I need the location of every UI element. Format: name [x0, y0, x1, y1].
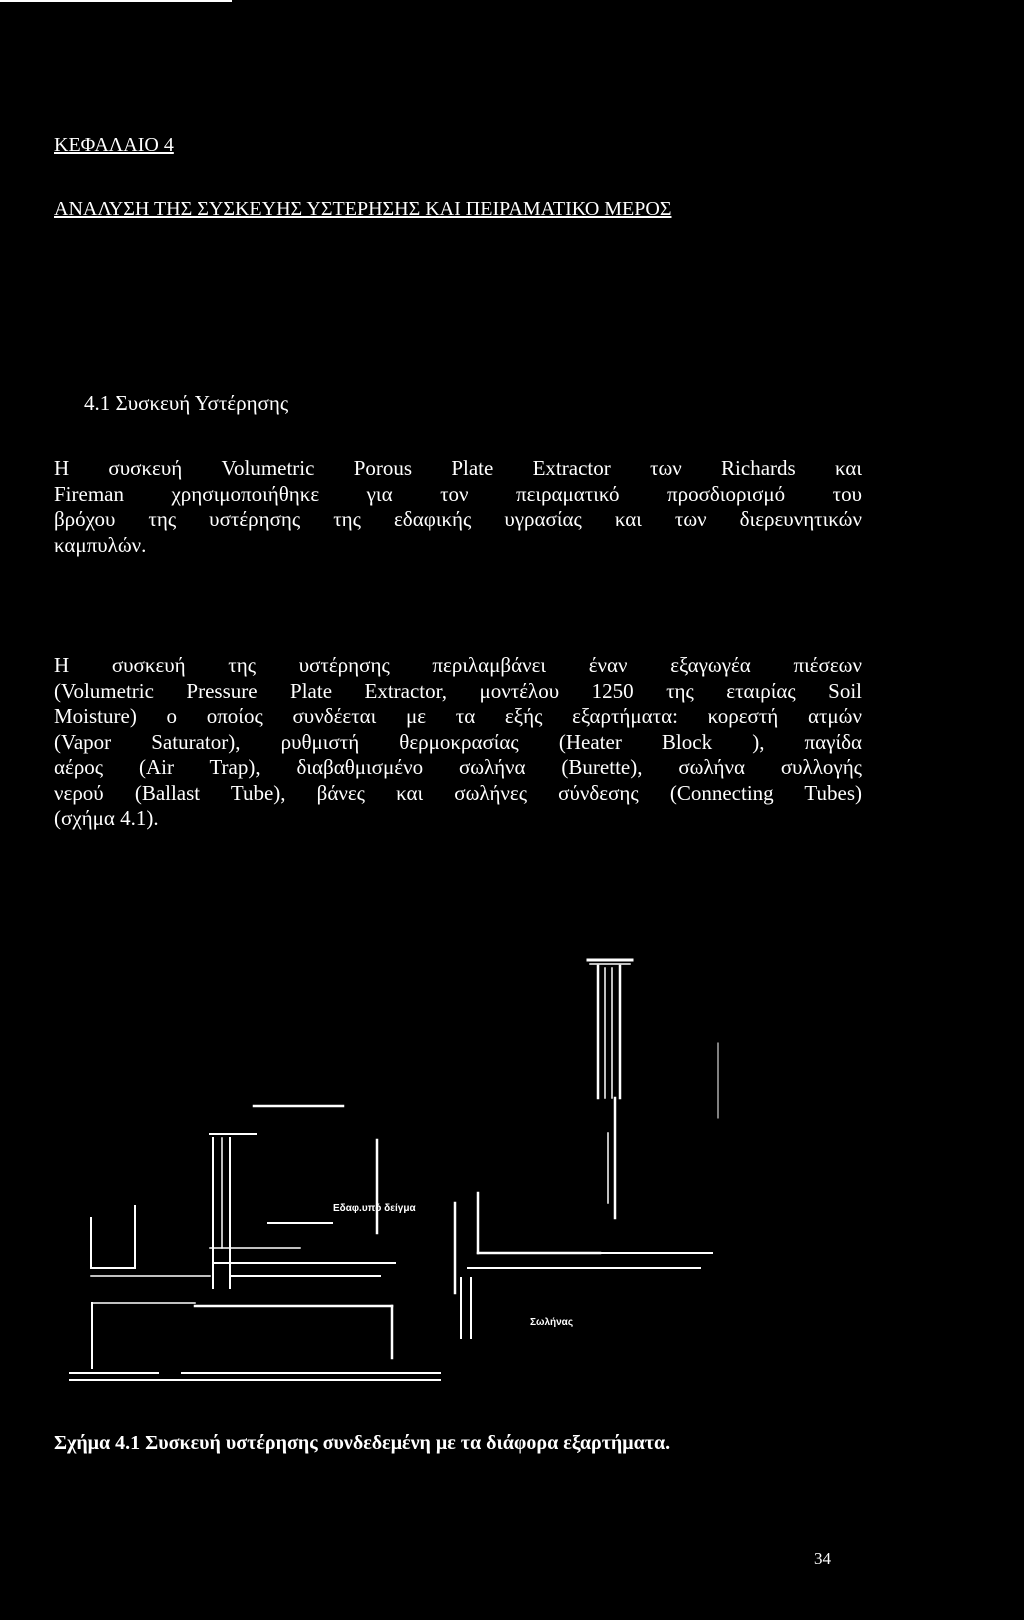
paragraph-line: (Volumetric Pressure Plate Extractor, μοντέλου 1250 της εταιρίας Soil [54, 678, 862, 703]
paragraph-apparatus-components [54, 653, 862, 832]
paragraph-apparatus-intro [54, 456, 862, 558]
page-top-rule [0, 0, 232, 2]
paragraph-line: Η συσκευή Volumetric Porous Plate Extractor των Richards και [54, 456, 862, 480]
paragraph-line: βρόχου της υστέρησης της εδαφικής υγρασίας και των διερευνητικών [54, 507, 862, 531]
figure-label-tube: Σωλήνας [530, 1317, 574, 1328]
paragraph-line: αέρος (Air Trap), διαβαθμισμένο σωλήνα (Burette), σωλήνα συλλογής [54, 755, 862, 779]
figure-label-soil-sample: Εδαφ.υπό δείγμα [333, 1203, 416, 1214]
paragraph-line: (σχήμα 4.1). [54, 806, 159, 830]
section-heading: ΑΝΑΛΥΣΗ ΤΗΣ ΣΥΣΚΕΥΗΣ ΥΣΤΕΡΗΣΗΣ ΚΑΙ ΠΕΙΡΑΜΑΤΙΚΟ ΜΕΡΟΣ [54, 198, 672, 220]
paragraph-line: Η συσκευή της υστέρησης περιλαμβάνει έναν εξαγωγέα πιέσεων [54, 653, 862, 677]
paragraph-line: (Vapor Saturator), ρυθμιστή θερμοκρασίας (Heater Block ), παγίδα [54, 729, 862, 754]
apparatus-figure [0, 948, 1024, 1388]
subsection-heading: 4.1 Συσκευή Υστέρησης [84, 391, 289, 415]
paragraph-line: νερού (Ballast Tube), βάνες και σωλήνες σύνδεσης (Connecting Tubes) [54, 780, 862, 805]
apparatus-diagram [0, 948, 1024, 1388]
figure-caption: Σχήμα 4.1 Συσκευή υστέρησης συνδεδεμένη με τα διάφορα εξαρτήματα. [54, 1432, 671, 1454]
paragraph-line: Fireman χρησιμοποιήθηκε για τον πειραματικό προσδιορισμό του [54, 481, 862, 506]
chapter-title: ΚΕΦΑΛΑΙΟ 4 [54, 134, 174, 156]
paragraph-line: καμπυλών. [54, 532, 147, 557]
page-number: 34 [814, 1549, 831, 1568]
paragraph-line: Moisture) ο οποίος συνδέεται με τα εξής εξαρτήματα: κορεστή ατμών [54, 704, 862, 728]
